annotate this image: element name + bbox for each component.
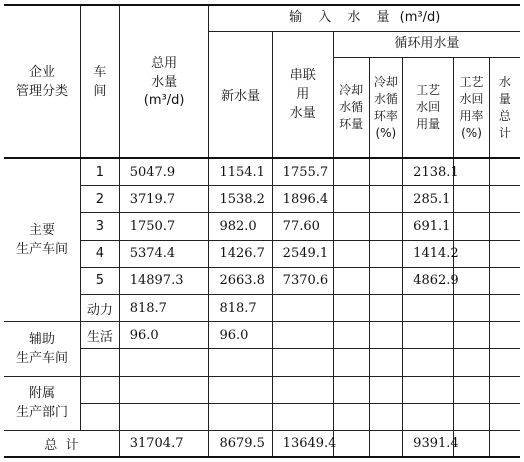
cell-empty [369, 240, 403, 267]
cell-fresh: 1538.2 [209, 186, 272, 213]
cell-empty [333, 267, 369, 294]
cell-total: 96.0 [119, 322, 209, 349]
cell-empty [369, 267, 403, 294]
cell-empty [119, 349, 209, 376]
cell-process: 4862.9 [403, 267, 454, 294]
cell-empty [333, 349, 369, 376]
header-process-rate: 工艺 水回 用率 (%) [454, 57, 490, 158]
cell-fresh: 1426.7 [209, 240, 272, 267]
group-aux: 辅助 生产车间 [4, 322, 80, 376]
cell-empty [454, 267, 490, 294]
cell-empty [403, 403, 454, 430]
cell-workshop: 2 [80, 186, 119, 213]
cell-empty [369, 403, 403, 430]
cell-empty [369, 431, 403, 457]
cell-empty [333, 213, 369, 240]
cell-fresh: 96.0 [209, 322, 272, 349]
cell-total: 3719.7 [119, 186, 209, 213]
cell-workshop: 动力 [80, 295, 119, 322]
cell-series: 7370.6 [272, 267, 333, 294]
cell-process: 9391.4 [403, 431, 454, 457]
cell-empty [489, 431, 520, 457]
header-fresh-water: 新水量 [209, 31, 272, 158]
cell-empty [80, 349, 119, 376]
header-input-water-title: 输 入 水 量 [289, 10, 396, 26]
table-row [4, 158, 520, 185]
cell-fresh: 1154.1 [209, 158, 272, 185]
table-row-total [4, 431, 520, 457]
cell-series: 2549.1 [272, 240, 333, 267]
cell-empty [489, 158, 520, 185]
table-row [4, 186, 520, 213]
cell-empty [454, 349, 490, 376]
header-total-water-label: 总用 水量 [151, 55, 178, 90]
cell-empty [333, 240, 369, 267]
header-total-water [119, 5, 209, 158]
cell-empty [80, 376, 119, 403]
cell-process: 2138.1 [403, 158, 454, 185]
cell-empty [333, 431, 369, 457]
cell-empty [369, 295, 403, 322]
cell-empty [454, 158, 490, 185]
cell-empty [209, 349, 272, 376]
header-input-water-unit: (m³/d) [399, 10, 441, 26]
cell-empty [119, 403, 209, 430]
cell-empty [454, 295, 490, 322]
group-main: 主要 生产车间 [4, 158, 80, 321]
cell-empty [369, 213, 403, 240]
cell-empty [403, 322, 454, 349]
cell-workshop: 5 [80, 267, 119, 294]
cell-empty [369, 322, 403, 349]
table-row [4, 322, 520, 349]
cell-total: 14897.3 [119, 267, 209, 294]
cell-empty [369, 376, 403, 403]
header-input-water [209, 5, 520, 31]
cell-empty [272, 295, 333, 322]
cell-empty [489, 403, 520, 430]
cell-total: 818.7 [119, 295, 209, 322]
header-process-return: 工艺 水回 用量 [403, 57, 454, 158]
cell-empty [489, 267, 520, 294]
cell-fresh: 818.7 [209, 295, 272, 322]
header-cooling-rate: 冷却 水循 环率 (%) [369, 57, 403, 158]
table-row [4, 213, 520, 240]
cell-series: 1896.4 [272, 186, 333, 213]
cell-series: 77.60 [272, 213, 333, 240]
header-cooling-recycle: 冷却 水循 环量 [333, 57, 369, 158]
table-row [4, 240, 520, 267]
table-row [4, 349, 520, 376]
cell-process: 691.1 [403, 213, 454, 240]
cell-empty [272, 322, 333, 349]
cell-total: 31704.7 [119, 431, 209, 457]
cell-empty [454, 431, 490, 457]
cell-fresh: 2663.8 [209, 267, 272, 294]
cell-empty [209, 376, 272, 403]
cell-empty [489, 240, 520, 267]
cell-empty [333, 403, 369, 430]
header-series-water: 串联 用 水量 [272, 31, 333, 158]
cell-empty [369, 186, 403, 213]
cell-empty [369, 349, 403, 376]
cell-empty [369, 158, 403, 185]
table-row [4, 295, 520, 322]
cell-empty [80, 403, 119, 430]
cell-empty [333, 376, 369, 403]
cell-process: 285.1 [403, 186, 454, 213]
cell-empty [454, 376, 490, 403]
cell-fresh: 982.0 [209, 213, 272, 240]
cell-empty [403, 376, 454, 403]
header-workshop: 车 间 [80, 5, 119, 158]
cell-workshop: 4 [80, 240, 119, 267]
cell-empty [454, 240, 490, 267]
cell-empty [403, 295, 454, 322]
cell-empty [272, 376, 333, 403]
cell-empty [333, 158, 369, 185]
cell-series: 13649.4 [272, 431, 333, 457]
cell-empty [333, 186, 369, 213]
cell-empty [489, 186, 520, 213]
header-water-total: 水 量 总 计 [489, 57, 520, 158]
total-label: 总 计 [4, 431, 119, 457]
cell-empty [272, 349, 333, 376]
header-recycled-water: 循环用水量 [333, 31, 520, 57]
table-row [4, 403, 520, 430]
cell-empty [272, 403, 333, 430]
cell-empty [454, 186, 490, 213]
cell-empty [489, 322, 520, 349]
group-attached: 附属 生产部门 [4, 376, 80, 430]
cell-workshop: 1 [80, 158, 119, 185]
cell-process: 1414.2 [403, 240, 454, 267]
cell-empty [209, 403, 272, 430]
cell-series: 1755.7 [272, 158, 333, 185]
cell-total: 5374.4 [119, 240, 209, 267]
cell-total: 5047.9 [119, 158, 209, 185]
cell-workshop: 生活 [80, 322, 119, 349]
cell-empty [489, 349, 520, 376]
cell-total: 1750.7 [119, 213, 209, 240]
header-total-water-unit: (m³/d) [143, 92, 185, 108]
cell-empty [454, 322, 490, 349]
cell-empty [489, 295, 520, 322]
cell-empty [119, 376, 209, 403]
cell-empty [403, 349, 454, 376]
cell-empty [333, 295, 369, 322]
cell-empty [454, 403, 490, 430]
cell-empty [454, 213, 490, 240]
cell-empty [489, 213, 520, 240]
table-row [4, 376, 520, 403]
cell-workshop: 3 [80, 213, 119, 240]
header-category: 企业 管理分类 [4, 5, 80, 158]
cell-fresh: 8679.5 [209, 431, 272, 457]
table-row [4, 267, 520, 294]
water-usage-table [4, 4, 520, 458]
cell-empty [333, 322, 369, 349]
cell-empty [489, 376, 520, 403]
